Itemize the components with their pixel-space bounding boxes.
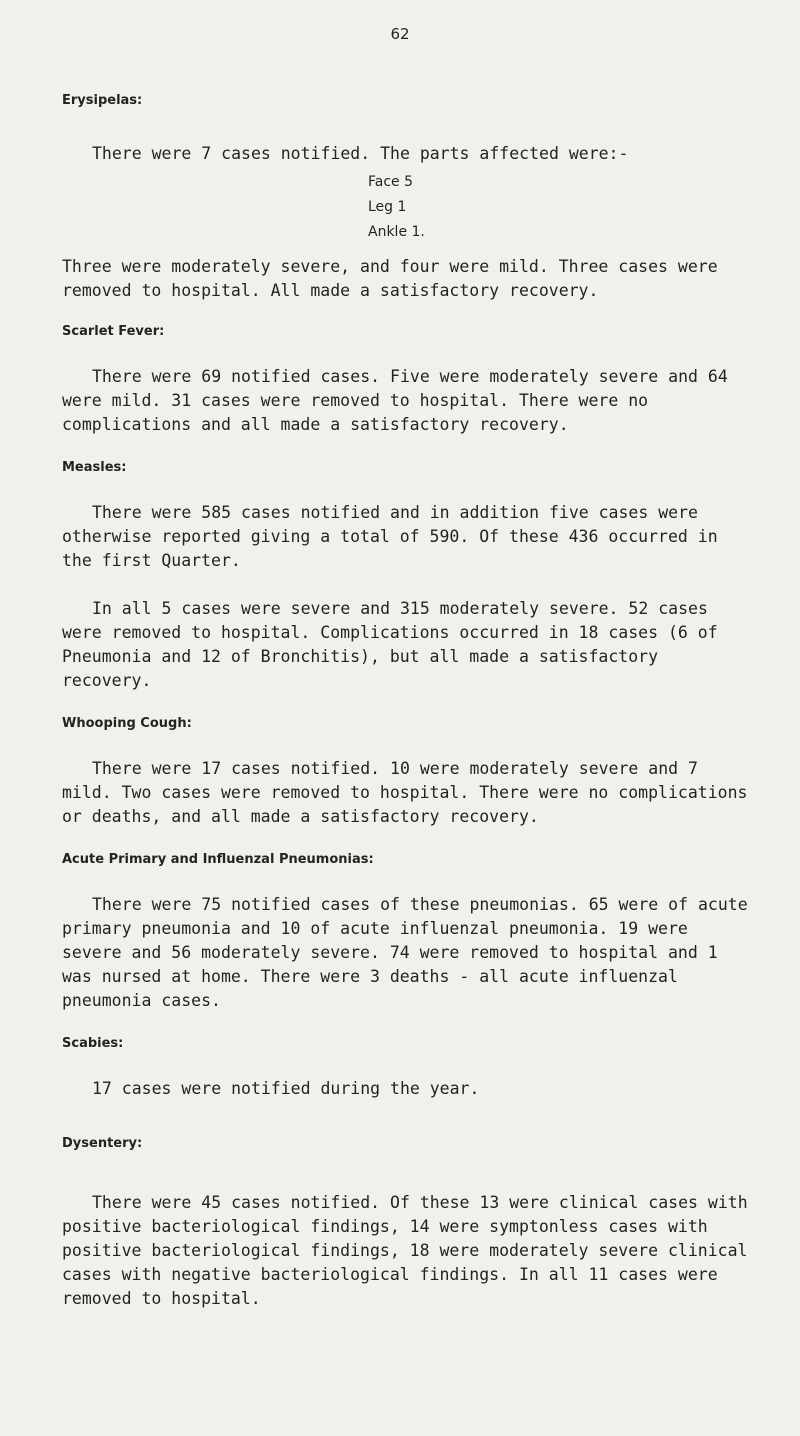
document-body: [62, 92, 752, 1311]
scabies-heading: Scabies:: [62, 1036, 124, 1051]
list-item: Ankle 1.: [368, 224, 425, 240]
whooping-cough-heading: Whooping Cough:: [62, 716, 192, 731]
scarlet-fever-heading: Scarlet Fever:: [62, 324, 165, 339]
pneumonias-heading: Acute Primary and Influenzal Pneumonias:: [62, 852, 374, 867]
list-item: Leg 1: [368, 199, 407, 215]
measles-para-2: In all 5 cases were severe and 315 moderately severe. 52 cases were removed to hospital. Complications occurred in 18 cases (6 of Pneumonia and 12 of Bronchitis), but all made a satisfactory recovery.: [62, 599, 718, 690]
scabies-text: 17 cases were notified during the year.: [92, 1079, 480, 1098]
scarlet-fever-text: There were 69 notified cases. Five were moderately severe and 64 were mild. 31 cases were removed to hospital. There were no complications and all made a satisfactory recovery.: [62, 367, 728, 434]
erysipelas-parts-list: [368, 170, 752, 245]
page-number: 62: [390, 25, 410, 43]
erysipelas-heading: Erysipelas:: [62, 93, 143, 108]
dysentery-text: There were 45 cases notified. Of these 13 were clinical cases with positive bacteriological findings, 14 were symptonless cases with positive bacteriological findings, 18 were moderately severe clinical cases with negative bacteriological findings. In all 11 cases were removed to hospital.: [62, 1193, 748, 1308]
erysipelas-intro: There were 7 cases notified. The parts affected were:-: [92, 144, 629, 163]
dysentery-heading: Dysentery:: [62, 1136, 143, 1151]
pneumonias-text: There were 75 notified cases of these pneumonias. 65 were of acute primary pneumonia and 10 of acute influenzal pneumonia. 19 were severe and 56 moderately severe. 74 were removed to hospital and 1 was nursed at home. There were 3 deaths - all acute influenzal pneumonia cases.: [62, 895, 748, 1010]
whooping-cough-text: There were 17 cases notified. 10 were moderately severe and 7 mild. Two cases were removed to hospital. There were no complications or deaths, and all made a satisfactory recovery.: [62, 759, 748, 826]
list-item: Face 5: [368, 174, 414, 190]
erysipelas-summary: Three were moderately severe, and four were mild. Three cases were removed to hospital. All made a satisfactory recovery.: [62, 257, 718, 300]
measles-para-1: There were 585 cases notified and in addition five cases were otherwise reported giving a total of 590. Of these 436 occurred in the first Quarter.: [62, 503, 718, 570]
measles-heading: Measles:: [62, 460, 127, 475]
